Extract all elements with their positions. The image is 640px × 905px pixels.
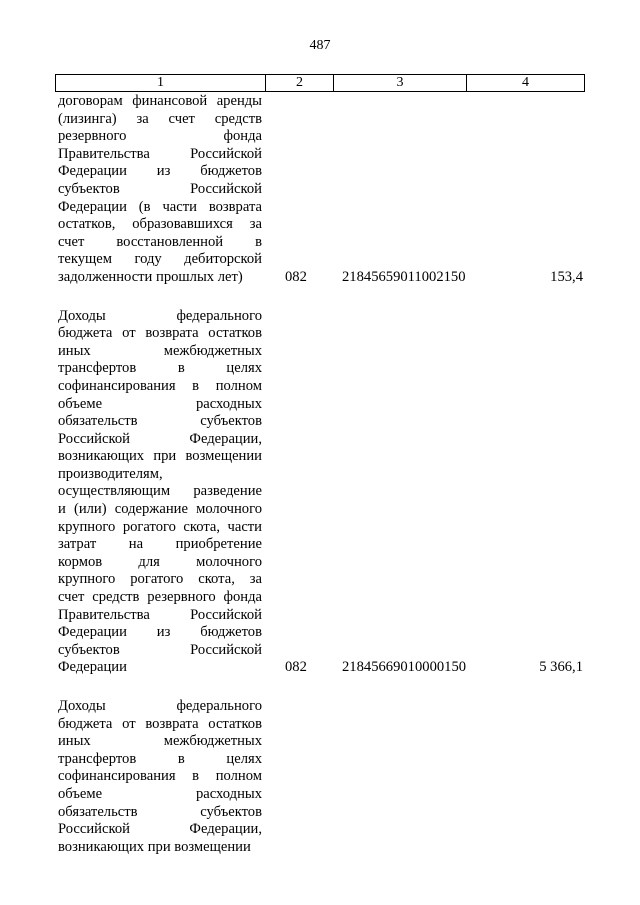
description-line: текущем году дебиторской: [58, 251, 262, 268]
amount: 153,4: [550, 268, 583, 285]
table-body: [55, 93, 585, 856]
description-line: иных межбюджетных: [58, 342, 262, 359]
description-line: (лизинга) за счет средств: [58, 110, 262, 127]
admin-code: 082: [285, 659, 307, 676]
header-col-2: 2: [266, 75, 334, 91]
description-line: субъектов Российской: [58, 180, 262, 197]
description-line: крупного рогатого скота, части: [58, 518, 262, 535]
description-line: обязательств субъектов: [58, 413, 262, 430]
description-line: Федерации: [58, 659, 127, 676]
description-line: Правительства Российской: [58, 606, 262, 623]
description-line: трансфертов в целях: [58, 360, 262, 377]
description-line: иных межбюджетных: [58, 733, 262, 750]
description-line: софинансирования в полном: [58, 377, 262, 394]
description-line: осуществляющим разведение: [58, 483, 262, 500]
description-line: возникающих при возмещении: [58, 448, 262, 465]
row-description: [55, 698, 262, 856]
description-line: договорам финансовой аренды: [58, 93, 262, 109]
row-description: [55, 308, 262, 677]
description-line: задолженности прошлых лет): [58, 268, 243, 285]
description-line: крупного рогатого скота, за: [58, 571, 262, 588]
kbk-code: 21845659011002150: [342, 268, 466, 285]
description-line: бюджета от возврата остатков: [58, 715, 262, 732]
amount: 5 366,1: [539, 659, 583, 676]
description-line: объеме расходных: [58, 785, 262, 802]
description-line: Российской Федерации,: [58, 430, 262, 447]
description-line: софинансирования в полном: [58, 768, 262, 785]
table-row: [55, 698, 585, 856]
description-line: субъектов Российской: [58, 641, 262, 658]
description-line: обязательств субъектов: [58, 803, 262, 820]
table-header: [55, 74, 585, 92]
table-row: [55, 93, 585, 287]
kbk-code: 21845669010000150: [342, 659, 467, 676]
description-line: бюджета от возврата остатков: [58, 325, 262, 342]
header-col-4: 4: [522, 75, 529, 90]
description-line: резервного фонда: [58, 128, 262, 145]
description-line: затрат на приобретение: [58, 536, 262, 553]
description-line: производителям,: [58, 465, 163, 482]
row-description: [55, 93, 262, 287]
header-col-3: 3: [334, 75, 467, 91]
description-line: Доходы федерального: [58, 307, 262, 324]
description-line: Федерации (в части возврата: [58, 198, 262, 215]
page-number: 487: [309, 38, 331, 53]
description-line: счет средств резервного фонда: [58, 589, 262, 606]
description-line: объеме расходных: [58, 395, 262, 412]
description-line: Доходы федерального: [58, 698, 262, 714]
admin-code: 082: [285, 268, 307, 285]
description-line: Федерации из бюджетов: [58, 624, 262, 641]
description-line: Российской Федерации,: [58, 821, 262, 838]
description-line: Правительства Российской: [58, 145, 262, 162]
description-line: трансфертов в целях: [58, 750, 262, 767]
description-line: кормов для молочного: [58, 553, 262, 570]
header-col-1: 1: [56, 75, 266, 91]
description-line: счет восстановленной в: [58, 233, 262, 250]
description-line: возникающих при возмещении: [58, 838, 251, 855]
description-line: остатков, образовавшихся за: [58, 216, 262, 233]
table-row: [55, 308, 585, 677]
description-line: и (или) содержание молочного: [58, 501, 262, 518]
description-line: Федерации из бюджетов: [58, 163, 262, 180]
